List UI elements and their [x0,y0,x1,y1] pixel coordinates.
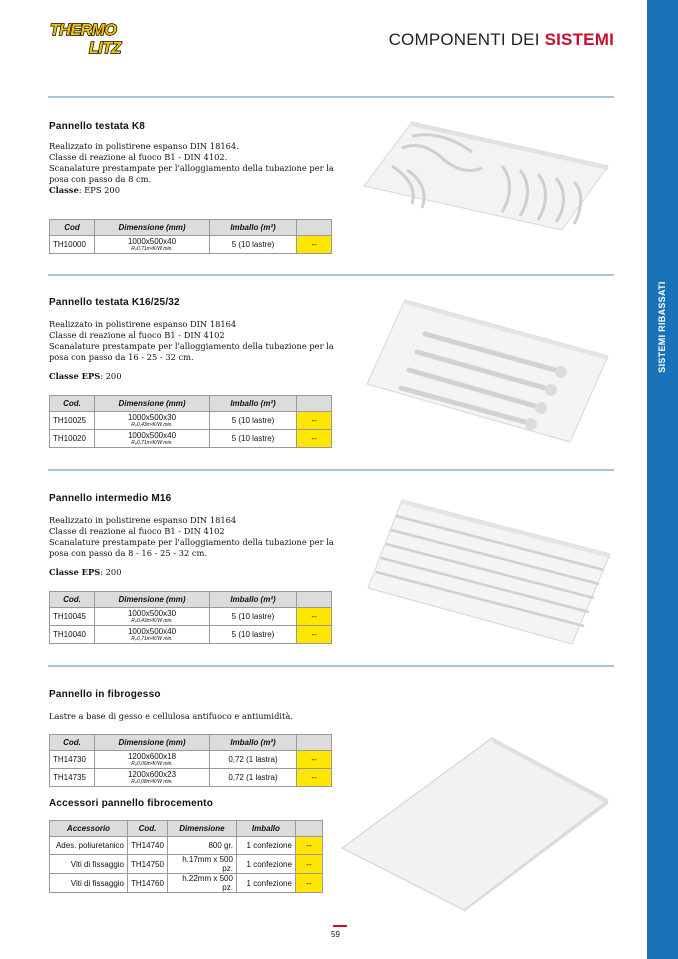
description-m16: Realizzato in polistirene espanso DIN 18164 Classe di reazione al fuoco B1 - DIN 4102 Scanalature prestampate per l'alloggiamento della tubazione per la posa con passo da 8 - 16 - 25 - 32 cm. Classe EPS: 200 [49,515,334,577]
description-k8: Realizzato in polistirene espanso DIN 18164. Classe di reazione al fuoco B1 - DIN 4102. Scanalature prestampate per l'alloggiamento della tubazione per la posa con passo da 8 cm. Classe: EPS 200 [49,141,334,195]
section-title-fibrogesso: Pannello in fibrogesso [49,689,161,700]
table-row: TH10040 1000x500x40 Rₚ0,71m²K/W min. 5 (10 lastre) -- [50,626,332,644]
table-row: TH10045 1000x500x30 Rₚ0,43m²K/W min. 5 (10 lastre) -- [50,608,332,626]
section-title-k16: Pannello testata K16/25/32 [49,297,180,308]
divider [48,274,614,276]
section-title-k8: Pannello testata K8 [49,121,146,132]
section-title-m16: Pannello intermedio M16 [49,493,172,504]
table-row: Viti di fissaggio TH14750 h.17mm x 500 pz. 1 confezione -- [50,855,323,874]
page-title: COMPONENTI DEI SISTEMI [388,30,614,49]
table-row: TH10025 1000x500x30 Rₚ0,43m²K/W min. 5 (10 lastre) -- [50,412,332,430]
fibrogesso-panel-image [340,734,610,912]
k16-panel-image [365,294,610,444]
product-table-k8: Cod Dimensione (mm) Imballo (m²) TH10000 1000x500x40 Rₚ0,71m²K/W min. 5 (10 lastre) -- [49,219,332,254]
page-number-tick [333,925,347,927]
section-title-accessori: Accessori pannello fibrocemento [49,798,214,809]
svg-text:THERMO: THERMO [50,22,117,39]
table-row: TH14730 1200x600x18 Rₚ0,06m²K/W min. 0,72 (1 lastra) -- [50,751,332,769]
product-table-m16: Cod. Dimensione (mm) Imballo (m²) TH10045 1000x500x30 Rₚ0,43m²K/W min. 5 (10 lastre) -- TH10040 1000x500x40 Rₚ0,71m²K/W min. 5 (10 lastre) -- [49,591,332,644]
accessories-table: Accessorio Cod. Dimensione Imballo Ades. poliuretanico TH14740 800 gr. 1 confezione -- Viti di fissaggio TH14750 h.17mm x 500 pz. 1 confezione -- Viti di fissaggio TH14760 h.22mm x 500 pz. 1 confezione -- [49,820,323,893]
description-k16: Realizzato in polistirene espanso DIN 18164 Classe di reazione al fuoco B1 - DIN 4102 Scanalature prestampate per l'alloggiamento della tubazione per la posa con passo da 16 - 25 - 32 cm. Classe EPS: 200 [49,319,334,381]
m16-panel-image [366,496,612,646]
divider [48,665,614,667]
page-number: 59 [331,930,340,939]
table-row: TH14735 1200x600x23 Rₚ0,08m²K/W min. 0,72 (1 lastra) -- [50,769,332,787]
divider [48,469,614,471]
product-table-k16: Cod. Dimensione (mm) Imballo (m²) TH10025 1000x500x30 Rₚ0,43m²K/W min. 5 (10 lastre) -- TH10020 1000x500x40 Rₚ0,71m²K/W min. 5 (10 lastre) -- [49,395,332,448]
section-sidebar [647,0,678,959]
table-row: TH10020 1000x500x40 Rₚ0,71m²K/W min. 5 (10 lastre) -- [50,430,332,448]
product-table-fibrogesso: Cod. Dimensione (mm) Imballo (m²) TH14730 1200x600x18 Rₚ0,06m²K/W min. 0,72 (1 lastra) -- TH14735 1200x600x23 Rₚ0,08m²K/W min. 0,72 (1 lastra) -- [49,734,332,787]
divider [48,96,614,98]
sidebar-label: SISTEMI RIBASSATI [657,281,667,373]
thermo-litz-logo [49,20,147,56]
table-row: Ades. poliuretanico TH14740 800 gr. 1 confezione -- [50,837,323,855]
description-fibrogesso: Lastre a base di gesso e cellulosa antifuoco e antiumidità. [49,711,293,721]
table-row: Viti di fissaggio TH14760 h.22mm x 500 pz. 1 confezione -- [50,874,323,893]
table-row: TH10000 1000x500x40 Rₚ0,71m²K/W min. 5 (10 lastre) -- [50,236,332,254]
k8-panel-image [362,118,610,232]
svg-text:LITZ: LITZ [89,40,121,56]
